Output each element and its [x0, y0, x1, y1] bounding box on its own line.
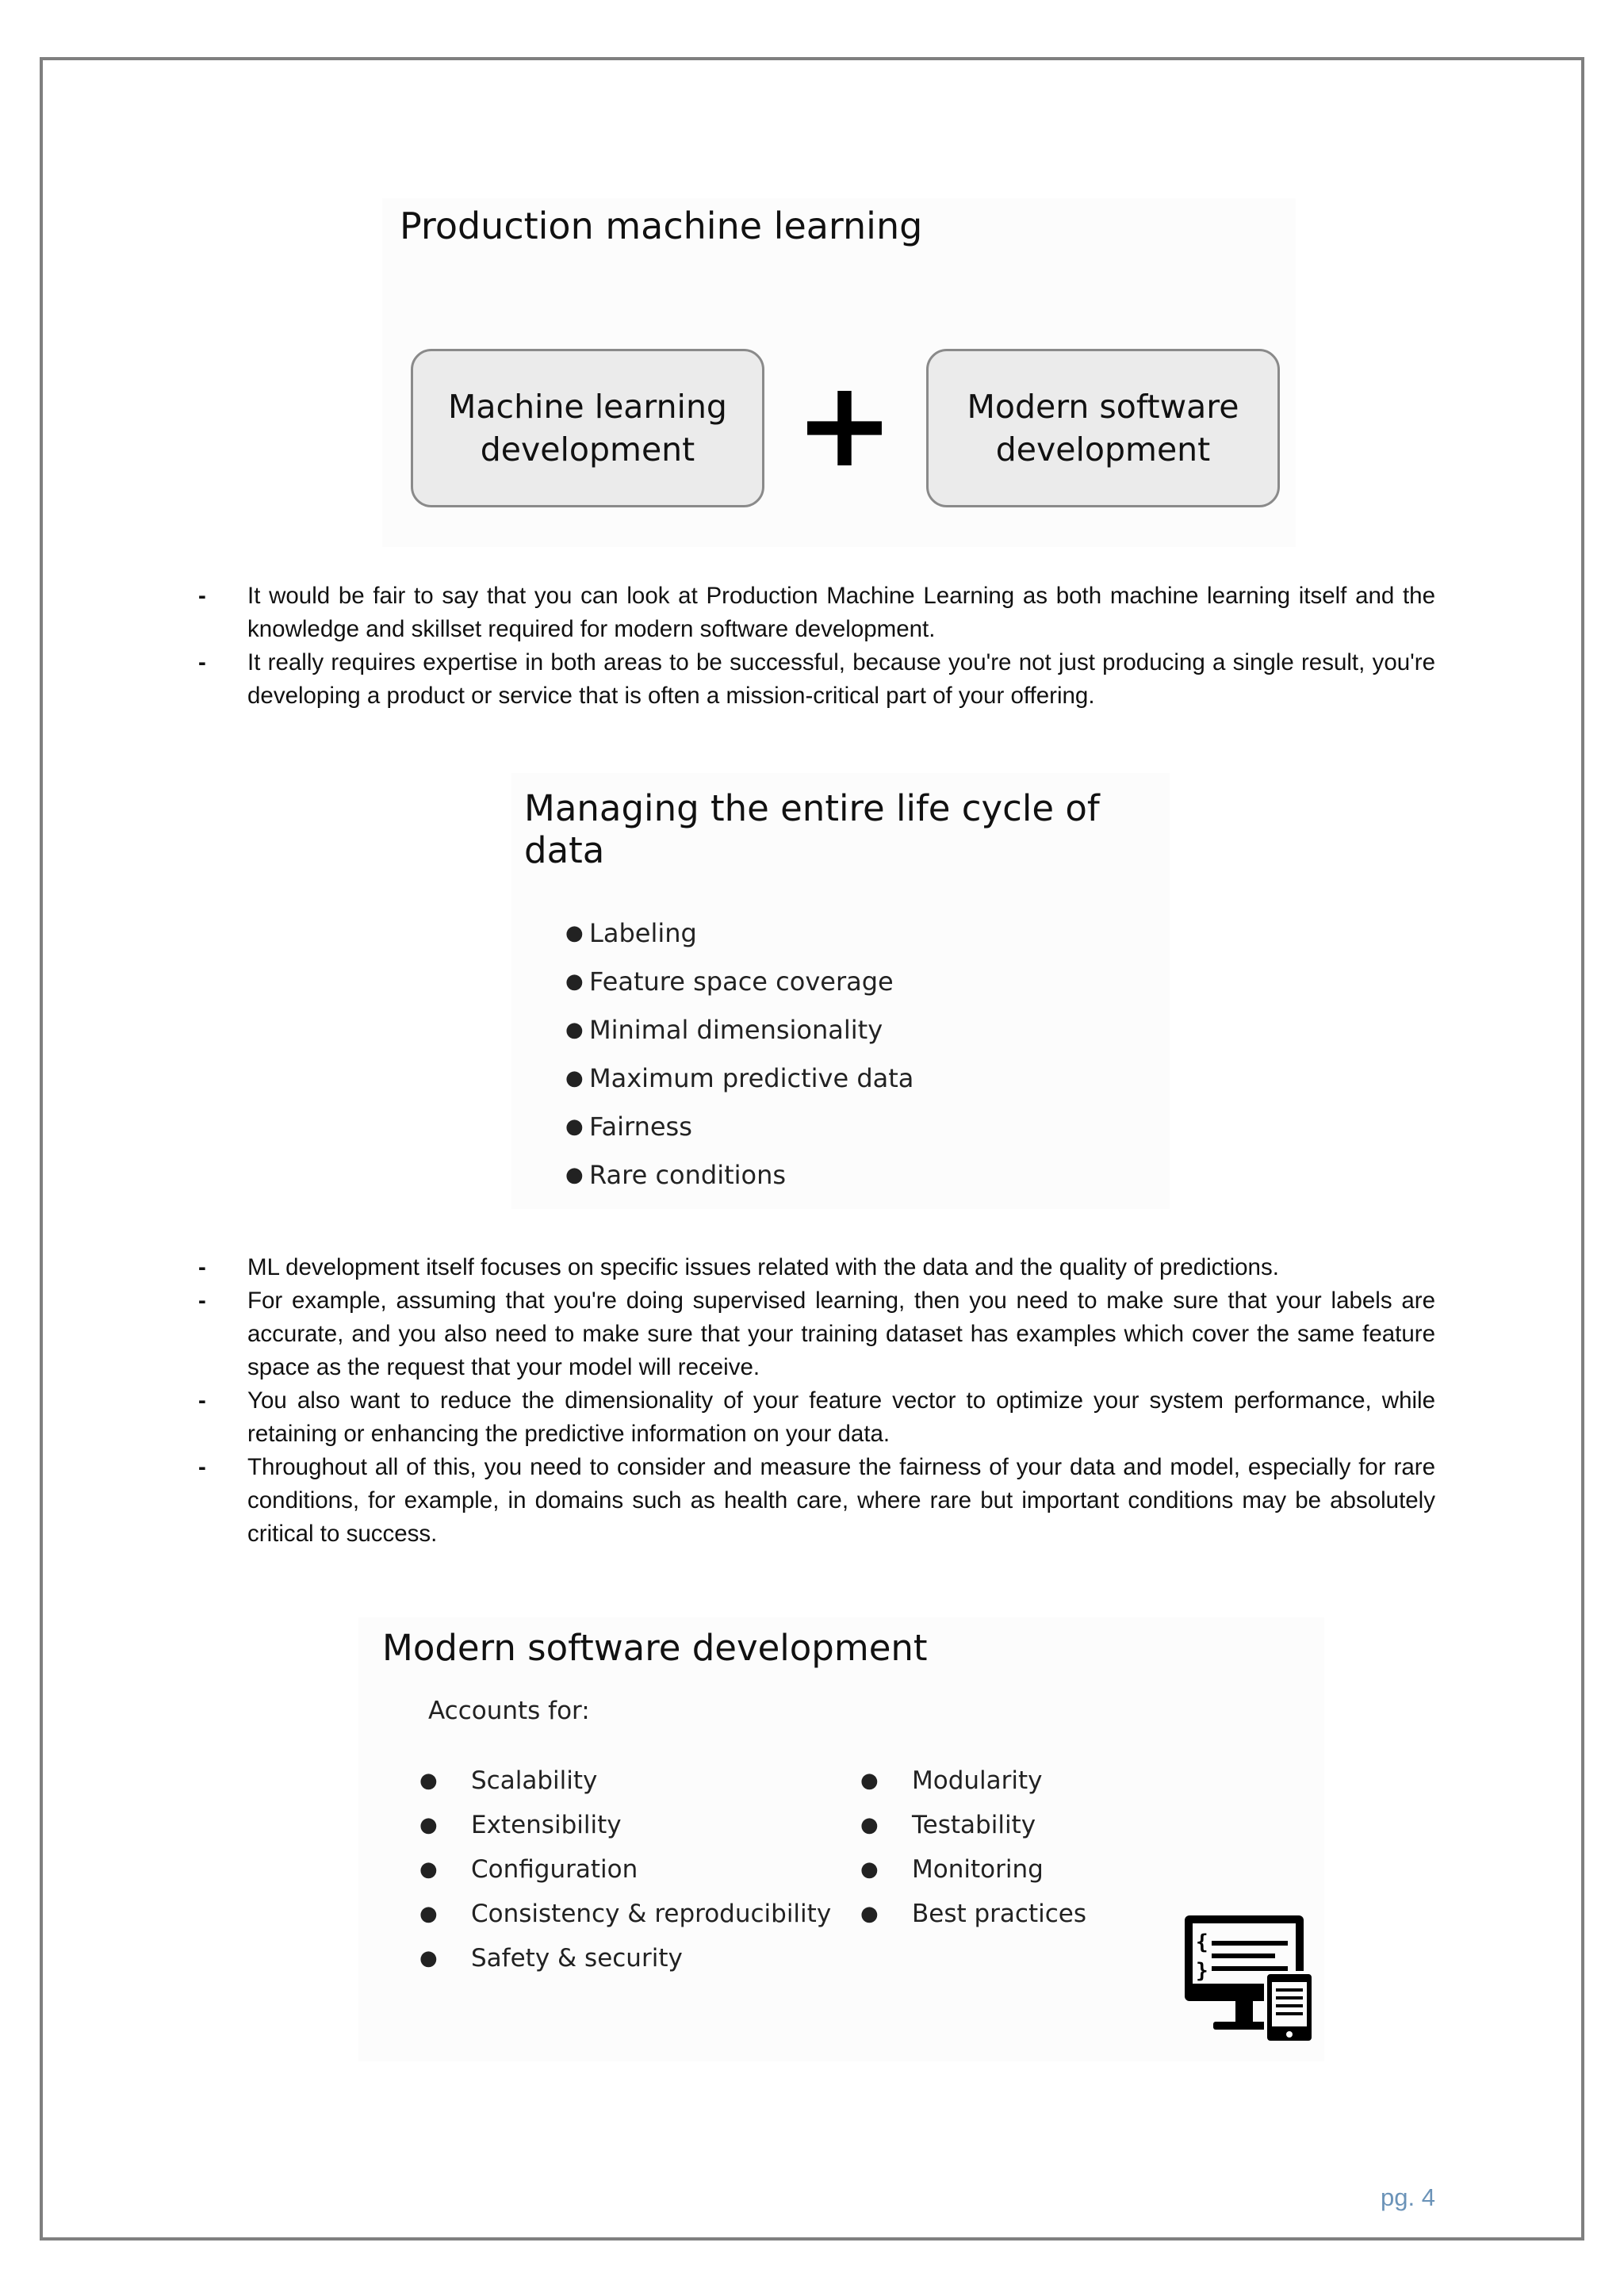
- list-item: [565, 1054, 914, 1103]
- list-item-text: Scalability: [471, 1766, 598, 1795]
- software-development-box: [926, 349, 1280, 507]
- list-item-text: Extensibility: [471, 1811, 622, 1839]
- bullet-dot: ●: [565, 1066, 584, 1090]
- bullet-list-production-ml: [198, 580, 1435, 713]
- list-item: [860, 1892, 1086, 1936]
- box-label-line: development: [480, 430, 695, 469]
- list-item: [198, 580, 1435, 646]
- list-item: [419, 1847, 831, 1892]
- list-item-text: Monitoring: [912, 1855, 1044, 1884]
- list-item: [198, 646, 1435, 713]
- list-item: [198, 1251, 1435, 1284]
- slide-subtitle: Accounts for:: [428, 1697, 590, 1725]
- bullet-dot: ●: [565, 970, 584, 993]
- list-item-text: Labeling: [589, 918, 697, 948]
- list-item: [198, 1284, 1435, 1384]
- svg-text:{: {: [1196, 1931, 1208, 1954]
- page-number: pg. 4: [1381, 2183, 1435, 2211]
- slide-modern-software: [358, 1617, 1324, 2061]
- list-item: [860, 1847, 1086, 1892]
- ml-development-box: [411, 349, 764, 507]
- svg-text:}: }: [1196, 1959, 1208, 1983]
- list-item-text: Fairness: [589, 1112, 692, 1142]
- bullet-dot: ●: [419, 1902, 438, 1926]
- slide-title: Modern software development: [382, 1627, 928, 1669]
- list-item: [419, 1936, 831, 1980]
- bullet-dot: ●: [419, 1769, 438, 1793]
- bullet-dot: ●: [565, 1018, 584, 1042]
- list-item: [565, 909, 914, 958]
- list-item-text: Configuration: [471, 1855, 638, 1884]
- list-item: [419, 1758, 831, 1803]
- list-item-text: Safety & security: [471, 1944, 683, 1973]
- computer-monitor-icon: [1183, 1912, 1318, 2047]
- list-item-text: Consistency & reproducibility: [471, 1900, 832, 1928]
- slide-data-lifecycle: [511, 773, 1170, 1209]
- list-item: [565, 1006, 914, 1054]
- list-item-text: Minimal dimensionality: [589, 1015, 883, 1045]
- bullet-dot: ●: [860, 1813, 879, 1837]
- left-column-list: [419, 1758, 831, 1980]
- bullet-dot: ●: [419, 1946, 438, 1970]
- slide-title: Managing the entire life cycle of data: [524, 787, 1100, 871]
- right-column-list: [860, 1758, 1086, 1936]
- dash-bullet: -: [198, 1288, 206, 1314]
- list-item-text: Throughout all of this, you need to consider and measure the fairness of your data and model, especially for rare conditions, for example, in domains such as health care, where rare but important conditions may be absolutely critical to success.: [247, 1454, 1435, 1547]
- list-item-text: For example, assuming that you're doing supervised learning, then you need to make sure that your labels are accurate, and you also need to make sure that your training dataset has examples which cover the same feature space as the request that your model will receive.: [247, 1288, 1435, 1380]
- dash-bullet: -: [198, 1254, 206, 1280]
- lifecycle-list: [565, 909, 914, 1200]
- bullet-dot: ●: [419, 1813, 438, 1837]
- list-item: [198, 1384, 1435, 1451]
- bullet-list-ml-development: [198, 1251, 1435, 1551]
- list-item-text: Feature space coverage: [589, 966, 894, 997]
- plus-icon: +: [795, 356, 894, 494]
- list-item-text: It would be fair to say that you can look at Production Machine Learning as both machine learning itself and the knowledge and skillset required for modern software development.: [247, 583, 1435, 642]
- list-item-text: Testability: [912, 1811, 1036, 1839]
- bullet-dot: ●: [860, 1902, 879, 1926]
- bullet-dot: ●: [419, 1858, 438, 1881]
- list-item-text: You also want to reduce the dimensionality of your feature vector to optimize your system performance, while retaining or enhancing the predictive information on your data.: [247, 1387, 1435, 1447]
- slide-title: Production machine learning: [400, 205, 923, 247]
- dash-bullet: -: [198, 583, 206, 609]
- list-item-text: It really requires expertise in both areas to be successful, because you're not just producing a single result, you're developing a product or service that is often a mission-critical part of your offering.: [247, 649, 1435, 709]
- bullet-dot: ●: [565, 1163, 584, 1187]
- list-item: [565, 1103, 914, 1151]
- box-label-line: development: [995, 430, 1211, 469]
- list-item-text: Maximum predictive data: [589, 1063, 914, 1093]
- box-label-line: Machine learning: [448, 387, 727, 426]
- list-item: [419, 1892, 831, 1936]
- slide-production-ml: [382, 198, 1296, 547]
- list-item: [419, 1803, 831, 1847]
- bullet-dot: ●: [565, 921, 584, 945]
- bullet-dot: ●: [860, 1769, 879, 1793]
- dash-bullet: -: [198, 1387, 206, 1414]
- list-item-text: Best practices: [912, 1900, 1086, 1928]
- bullet-dot: ●: [860, 1858, 879, 1881]
- list-item: [565, 1151, 914, 1200]
- list-item: [860, 1803, 1086, 1847]
- box-label-line: Modern software: [967, 387, 1239, 426]
- dash-bullet: -: [198, 649, 206, 675]
- dash-bullet: -: [198, 1454, 206, 1480]
- list-item-text: Rare conditions: [589, 1160, 787, 1190]
- list-item-text: ML development itself focuses on specific issues related with the data and the quality of predictions.: [247, 1254, 1279, 1280]
- list-item: [565, 958, 914, 1006]
- list-item-text: Modularity: [912, 1766, 1043, 1795]
- bullet-dot: ●: [565, 1115, 584, 1138]
- list-item: [860, 1758, 1086, 1803]
- list-item: [198, 1451, 1435, 1551]
